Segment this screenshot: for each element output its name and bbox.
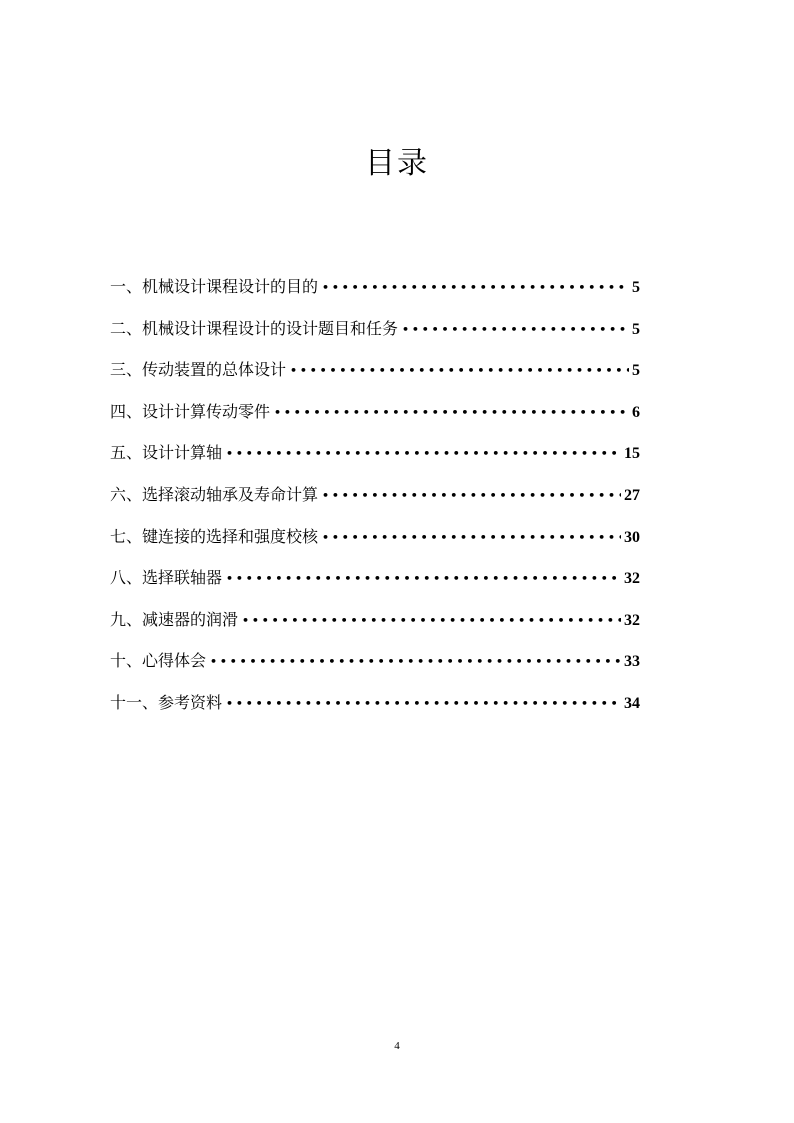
toc-entry-page: 32	[624, 570, 640, 588]
toc-entry-label: 十一、参考资料	[110, 692, 223, 712]
toc-entry-label: 十、心得体会	[110, 651, 207, 671]
toc-entry-label: 一、机械设计课程设计的目的	[110, 277, 319, 296]
page-title: 目录	[365, 146, 429, 181]
toc-entry-page: 34	[624, 694, 640, 712]
toc-entry-page: 6	[632, 403, 640, 421]
toc-entry-label: 二、机械设计课程设计的设计题目和任务	[110, 318, 399, 338]
dot-leader	[322, 482, 621, 510]
dot-leader	[402, 316, 629, 344]
toc-entry-label: 四、设计计算传动零件	[110, 401, 271, 421]
dot-leader	[322, 274, 629, 302]
toc-entry[interactable]	[110, 481, 640, 523]
toc-entry-label: 三、传动装置的总体设计	[110, 360, 287, 380]
toc-entry[interactable]	[110, 564, 640, 606]
toc-entry-label: 五、设计计算轴	[110, 443, 223, 463]
dot-leader	[274, 399, 629, 427]
toc-entry[interactable]	[110, 315, 640, 357]
toc-entry-label: 七、键连接的选择和强度校核	[110, 526, 319, 546]
toc-entry[interactable]	[110, 689, 640, 731]
toc-entry[interactable]	[110, 647, 640, 689]
toc-entry-page: 5	[632, 320, 640, 338]
dot-leader	[210, 648, 621, 676]
toc-entry[interactable]	[110, 273, 640, 315]
dot-leader	[226, 440, 621, 468]
dot-leader	[226, 690, 621, 718]
table-of-contents	[110, 273, 640, 731]
dot-leader	[290, 357, 629, 385]
toc-entry-page: 5	[632, 362, 640, 380]
dot-leader	[226, 565, 621, 593]
toc-entry-page: 27	[624, 486, 640, 504]
toc-entry-page: 30	[624, 528, 640, 546]
toc-entry[interactable]	[110, 356, 640, 398]
toc-entry-page: 33	[624, 653, 640, 671]
dot-leader	[242, 607, 621, 635]
toc-entry[interactable]	[110, 398, 640, 440]
toc-entry-page: 5	[632, 279, 640, 296]
toc-entry-label: 九、减速器的润滑	[110, 609, 239, 629]
toc-entry-label: 八、选择联轴器	[110, 568, 223, 588]
toc-entry-label: 六、选择滚动轴承及寿命计算	[110, 484, 319, 504]
toc-entry-page: 15	[624, 445, 640, 463]
toc-entry[interactable]	[110, 523, 640, 565]
toc-entry[interactable]	[110, 439, 640, 481]
toc-entry[interactable]	[110, 606, 640, 648]
dot-leader	[322, 524, 621, 552]
toc-entry-page: 32	[624, 611, 640, 629]
page-number: 4	[394, 1040, 400, 1052]
